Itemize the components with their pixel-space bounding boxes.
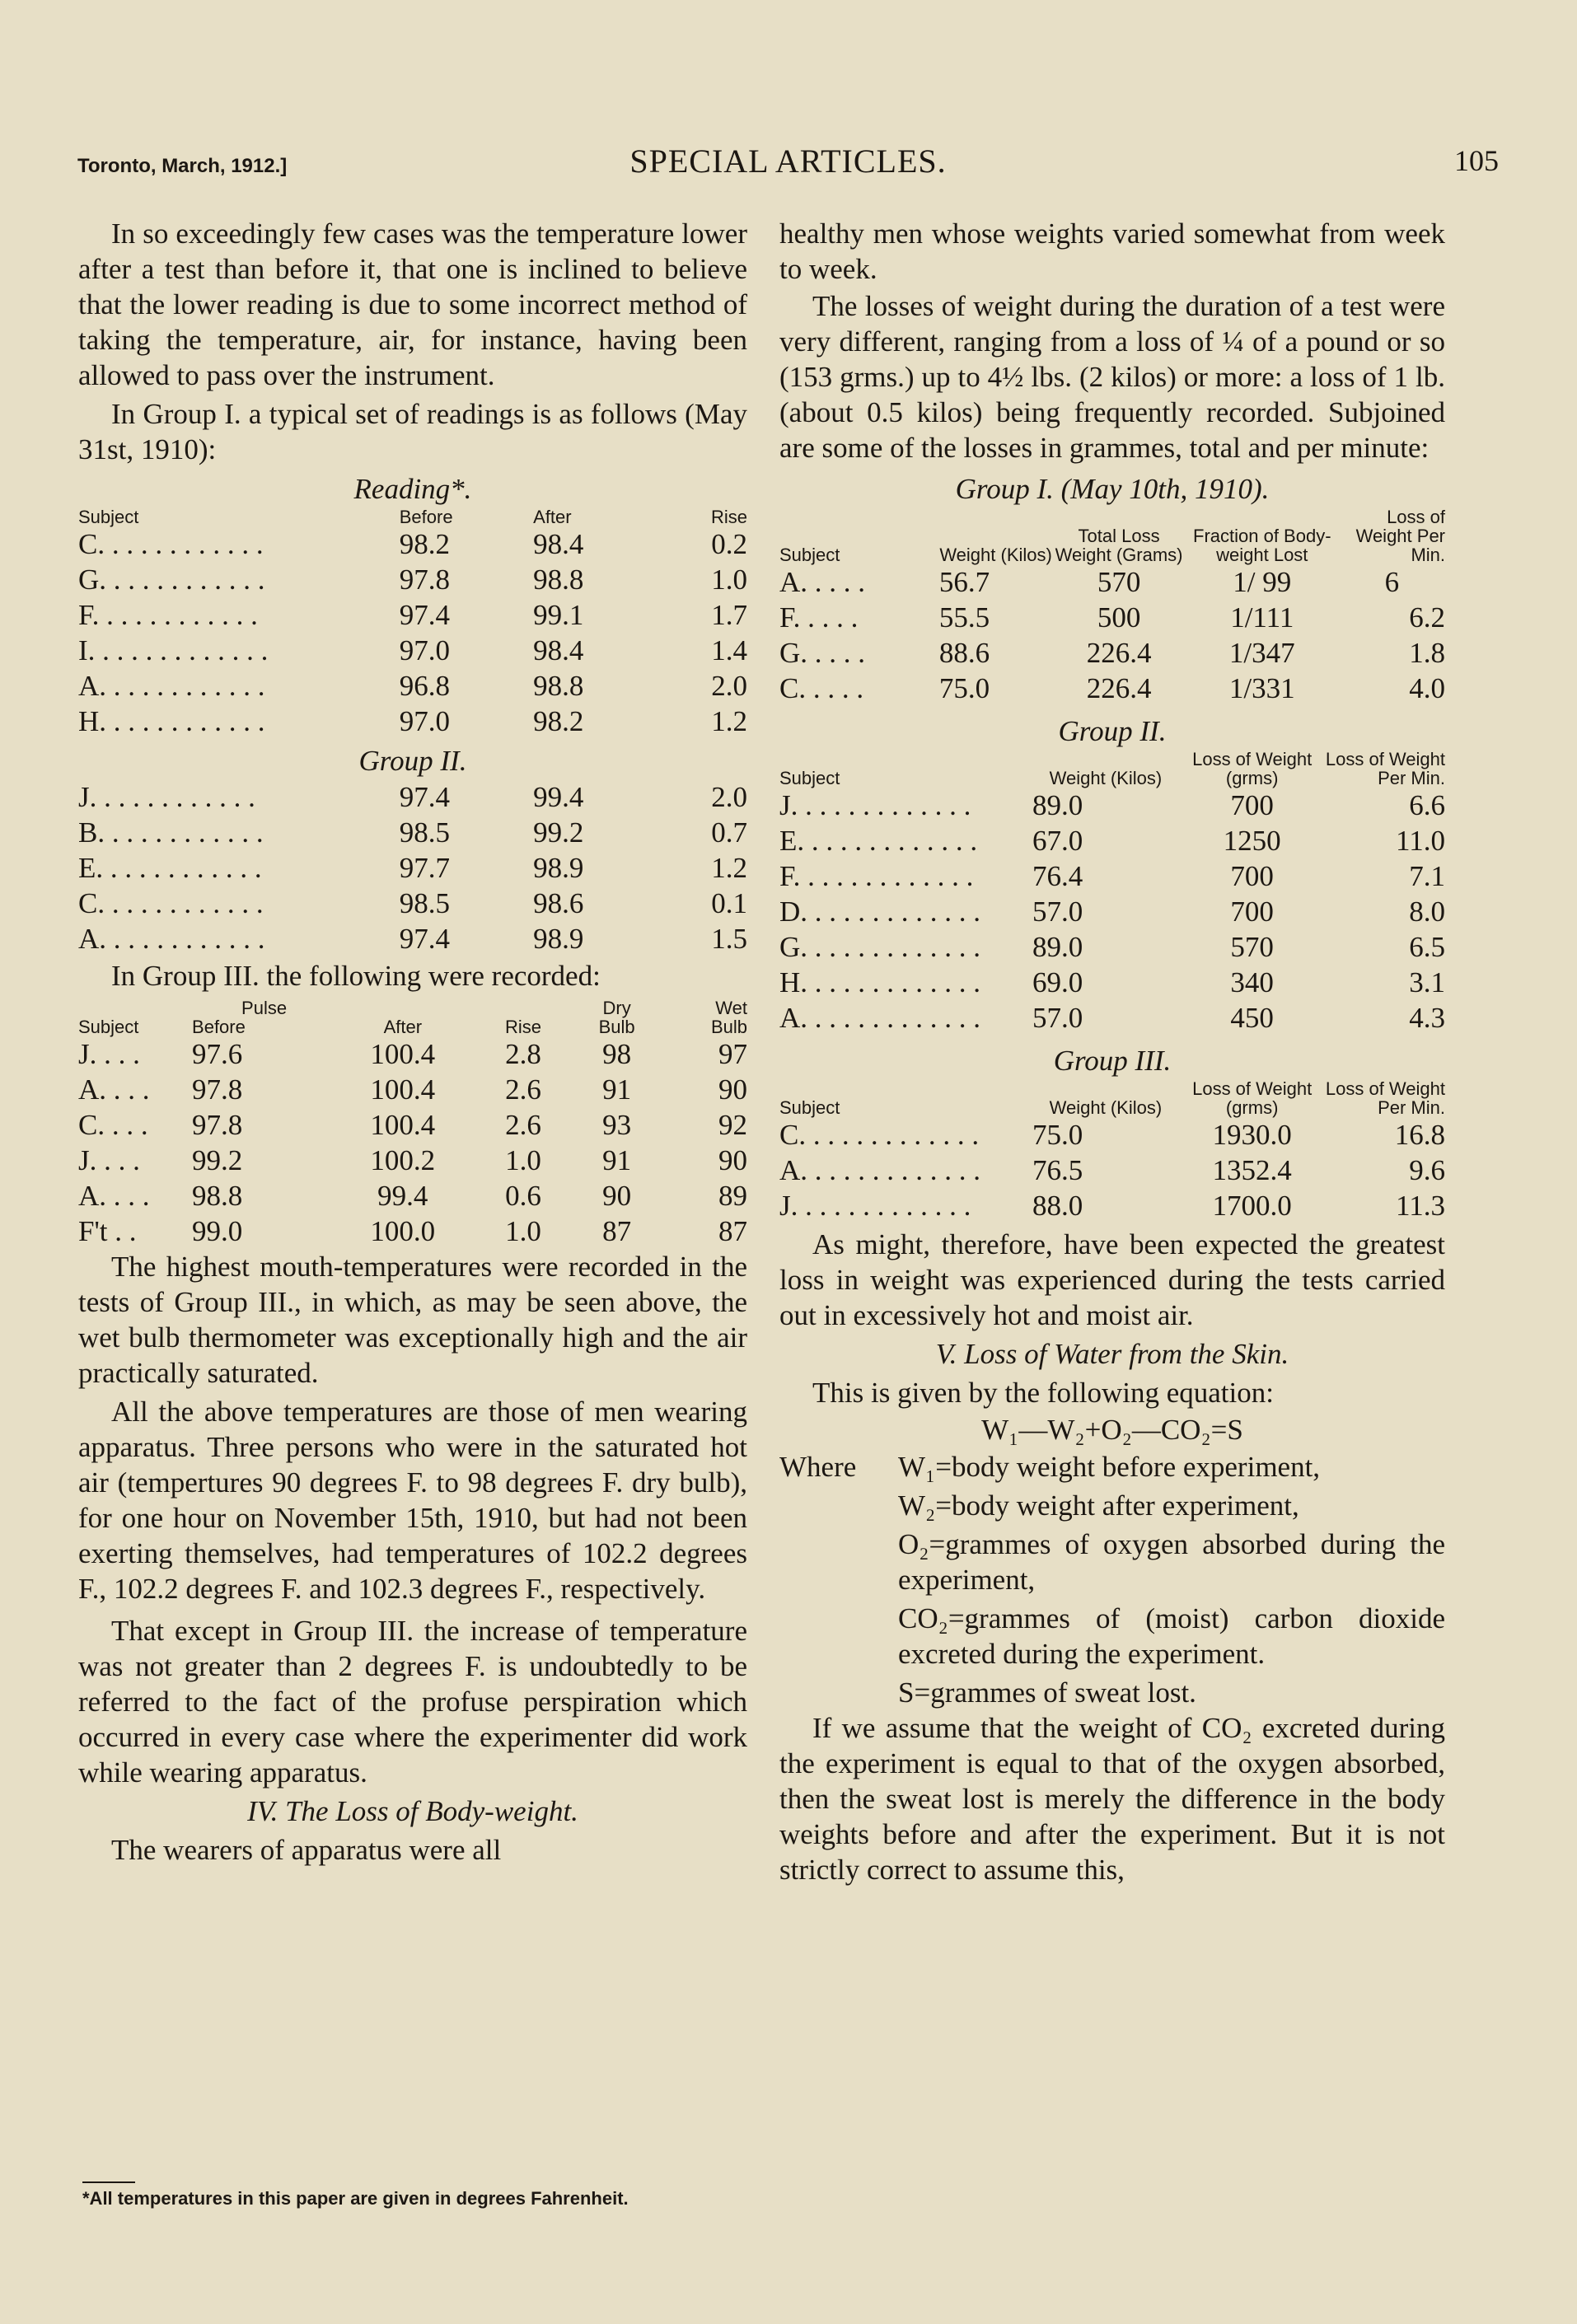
table-row (78, 886, 747, 921)
table-cell: 1.0 (505, 1144, 541, 1176)
table-title: Reading*. (353, 473, 472, 505)
table-cell: J. . . . . . . . . . . . . (779, 1190, 971, 1222)
table-row (78, 850, 747, 886)
table-row (779, 894, 1445, 929)
table-cell: A. . . . (78, 1073, 150, 1106)
table-cell: 570 (1230, 931, 1274, 963)
table-row (78, 1072, 747, 1107)
table-cell: 98.8 (192, 1180, 243, 1212)
table-cell: 100.0 (370, 1215, 436, 1247)
table-cell: 69.0 (1032, 966, 1083, 998)
table-row (78, 597, 747, 633)
paragraph: This is given by the following equation: (812, 1377, 1274, 1409)
table-cell: 91 (602, 1073, 632, 1106)
table-cell: 1/331 (1228, 672, 1295, 704)
table-cell: 88.0 (1032, 1190, 1083, 1222)
column-header: Bulb (598, 1017, 635, 1037)
table-cell: J. . . . (78, 1144, 140, 1176)
table-row (779, 1117, 1445, 1153)
table-cell: 76.5 (1032, 1154, 1083, 1186)
running-head-location: Toronto, March, 1912.] (77, 155, 288, 177)
table-row (779, 1188, 1445, 1223)
table-row (78, 526, 747, 562)
table-cell: 16.8 (1394, 1119, 1445, 1151)
table-cell: 90 (602, 1180, 632, 1212)
table-cell: 97.4 (399, 599, 450, 631)
table-row (78, 779, 747, 815)
table-cell: 9.6 (1409, 1154, 1445, 1186)
table-cell: 1/347 (1228, 637, 1295, 669)
paragraph: In Group III. the following were recorded: (111, 960, 601, 992)
table-cell: 67.0 (1032, 825, 1083, 857)
table-cell: 99.0 (192, 1215, 243, 1247)
table-cell: 98.9 (533, 923, 584, 955)
table-cell: 88.6 (938, 637, 990, 669)
table-cell: 98.5 (399, 816, 450, 849)
table-cell: 98.4 (533, 528, 584, 560)
table-cell: 91 (602, 1144, 632, 1176)
table-cell: 100.2 (370, 1144, 436, 1176)
pulse-header: Pulse (241, 998, 288, 1018)
table-cell: 75.0 (938, 672, 990, 704)
table-cell: 11.0 (1396, 825, 1445, 857)
table-cell: 450 (1230, 1002, 1274, 1034)
definition-item: O₂=grammes of oxygen absorbed during the experiment, (898, 1528, 1445, 1596)
column-header: Wet (715, 998, 747, 1018)
table-cell: 11.3 (1396, 1190, 1445, 1222)
group-one-weight-table (779, 507, 1445, 706)
table-cell: 98.8 (533, 670, 584, 702)
table-cell: 4.3 (1409, 1002, 1445, 1034)
table-cell: 0.6 (505, 1180, 541, 1212)
table-row (779, 788, 1445, 823)
table-cell: 98.4 (533, 634, 584, 666)
paragraph: That except in Group III. the increase of temperature was not greater than 2 degrees F. is undoubtedly to be referred to the fact of the profuse perspiration which occurred in every case where the experimenter did work while wearing apparatus. (78, 1615, 747, 1789)
table-cell: 2.6 (505, 1073, 541, 1106)
table-cell: 89.0 (1032, 789, 1083, 821)
table-cell: H. . . . . . . . . . . . (78, 705, 265, 737)
table-cell: 98.5 (399, 887, 450, 919)
table-cell: 2.8 (505, 1038, 541, 1070)
column-header: Subject (78, 1017, 139, 1037)
group-two-weight-table (779, 750, 1445, 1036)
definition-item: W₁=body weight before experiment, (898, 1451, 1321, 1483)
column-header: Loss of Weight (grms) (1192, 1078, 1313, 1118)
table-title: Group II. (1058, 715, 1167, 747)
table-cell: B. . . . . . . . . . . . (78, 816, 264, 849)
table-cell: 57.0 (1032, 895, 1083, 928)
paragraph: In so exceedingly few cases was the temperature lower after a test than before it, that one is inclined to believe that the lower reading is due to some incorrect method of taking the temperature, air, for instance, having been allowed to pass over the instrument. (78, 217, 747, 391)
column-header: Total Loss Weight (Grams) (1055, 526, 1183, 565)
table-cell: 87 (602, 1215, 632, 1247)
table-cell: 0.2 (711, 528, 747, 560)
table-cell: 1.8 (1409, 637, 1445, 669)
definition-item: W₂=body weight after experiment, (898, 1489, 1299, 1522)
table-row (78, 815, 747, 850)
table-cell: 97.4 (399, 923, 450, 955)
table-cell: 89 (718, 1180, 747, 1212)
column-header: After (533, 507, 572, 527)
column-header: Rise (710, 507, 747, 527)
table-cell: 99.2 (533, 816, 584, 849)
table-title: Group III. (1053, 1045, 1172, 1077)
section-heading: V. Loss of Water from the Skin. (935, 1338, 1289, 1370)
table-cell: J. . . . . . . . . . . . . (779, 789, 971, 821)
table-cell: 6.5 (1409, 931, 1445, 963)
sweat-equation: W₁—W₂+O₂—CO₂=S (981, 1414, 1243, 1446)
table-cell: 1/ 99 (1233, 566, 1292, 598)
table-row (779, 858, 1445, 894)
table-cell: 89.0 (1032, 931, 1083, 963)
column-header: Loss of Weight Per Min. (1325, 1078, 1445, 1118)
table-cell: 226.4 (1086, 672, 1152, 704)
table-cell: 98.2 (399, 528, 450, 560)
table-cell: 99.2 (192, 1144, 243, 1176)
table-cell: A. . . . . . . . . . . . . (779, 1002, 981, 1034)
group-heading: Group II. (358, 745, 467, 777)
column-header: Weight (Kilos) (939, 545, 1052, 565)
table-cell: 92 (718, 1109, 747, 1141)
table-cell: 99.4 (377, 1180, 428, 1212)
table-cell: F. . . . . . . . . . . . (78, 599, 258, 631)
table-cell: 97.0 (399, 634, 450, 666)
temperature-table (78, 507, 747, 956)
table-cell: G. . . . . . . . . . . . . (779, 931, 981, 963)
group-three-weight-table (779, 1079, 1445, 1223)
column-header: Loss of Weight (grms) (1192, 749, 1313, 788)
table-row (779, 965, 1445, 1000)
section-heading: IV. The Loss of Body-weight. (247, 1795, 578, 1827)
column-header: Weight (Kilos) (1049, 768, 1163, 788)
table-row (779, 823, 1445, 858)
table-row (78, 1178, 747, 1213)
where-label: Where (779, 1451, 857, 1483)
table-cell: 97.7 (399, 852, 450, 884)
table-cell: 98 (602, 1038, 632, 1070)
table-cell: 100.4 (370, 1073, 436, 1106)
table-title: Group I. (May 10th, 1910). (955, 473, 1270, 505)
table-cell: 55.5 (938, 601, 990, 634)
table-cell: 1.0 (505, 1215, 541, 1247)
table-row (78, 1036, 747, 1072)
table-cell: 1930.0 (1212, 1119, 1292, 1151)
table-cell: 1.5 (711, 923, 747, 955)
table-cell: 1.7 (711, 599, 747, 631)
definition-item: S=grammes of sweat lost. (898, 1676, 1196, 1709)
column-header: Rise (504, 1017, 541, 1037)
table-cell: E. . . . . . . . . . . . . (779, 825, 978, 857)
table-cell: 97.6 (192, 1038, 243, 1070)
table-cell: 3.1 (1409, 966, 1445, 998)
column-header: Loss of Weight Per Min. (1325, 749, 1445, 788)
table-cell: 98.6 (533, 887, 584, 919)
column-header: Dry (602, 998, 631, 1018)
table-row (78, 1107, 747, 1143)
table-cell: A. . . . (78, 1180, 150, 1212)
table-cell: 2.0 (711, 781, 747, 813)
table-cell: G. . . . . . . . . . . . (78, 563, 265, 596)
table-cell: 98.9 (533, 852, 584, 884)
table-header-row (779, 750, 1445, 788)
table-cell: 6 (1384, 566, 1400, 598)
column-header: Subject (779, 545, 840, 565)
footnote: *All temperatures in this paper are given in degrees Fahrenheit. (82, 2188, 629, 2209)
table-cell: 1700.0 (1212, 1190, 1292, 1222)
table-cell: C. . . . . (779, 672, 864, 704)
table-cell: 0.1 (711, 887, 747, 919)
table-row (779, 635, 1445, 671)
table-cell: A. . . . . . . . . . . . (78, 670, 265, 702)
column-header: Subject (78, 507, 139, 527)
table-cell: J. . . . . . . . . . . . (78, 781, 255, 813)
table-cell: 97 (718, 1038, 747, 1070)
table-cell: 0.7 (711, 816, 747, 849)
left-column (78, 216, 747, 1868)
table-cell: F't . . (78, 1215, 137, 1247)
table-row (779, 671, 1445, 706)
column-header: Fraction of Body-weight Lost (1193, 526, 1331, 565)
column-header: Subject (779, 1097, 840, 1118)
table-cell: 97.8 (192, 1073, 243, 1106)
page-header (77, 142, 1499, 183)
table-cell: D. . . . . . . . . . . . . (779, 895, 981, 928)
table-cell: A. . . . . . . . . . . . (78, 923, 265, 955)
table-cell: 6.6 (1409, 789, 1445, 821)
footnote-rule (82, 2181, 135, 2183)
table-row (78, 562, 747, 597)
table-cell: 6.2 (1409, 601, 1445, 634)
paragraph: All the above temperatures are those of men wearing apparatus. Three persons who were in the saturated hot air (tempertures 90 degrees F. to 98 degrees F. dry bulb), for one hour on November 15th, 1910, but had not been exerting themselves, had temperatures of 102.2 degrees F., 102.2 degrees F. and 102.3 degrees F., respectively. (78, 1396, 747, 1605)
table-cell: 2.6 (505, 1109, 541, 1141)
table-cell: 57.0 (1032, 1002, 1083, 1034)
table-cell: 8.0 (1409, 895, 1445, 928)
table-cell: 100.4 (370, 1109, 436, 1141)
table-cell: 1352.4 (1212, 1154, 1292, 1186)
table-row (78, 1143, 747, 1178)
table-cell: C. . . . . . . . . . . . . (779, 1119, 980, 1151)
table-row (779, 929, 1445, 965)
group-three-table (78, 998, 747, 1249)
table-cell: 2.0 (711, 670, 747, 702)
table-cell: 56.7 (938, 566, 990, 598)
table-cell: 1.2 (711, 705, 747, 737)
page-number: 105 (1454, 144, 1499, 177)
table-row (779, 564, 1445, 600)
equation-definitions (779, 1449, 1445, 1710)
table-row (779, 600, 1445, 635)
table-row (779, 1000, 1445, 1036)
table-row (78, 1213, 747, 1249)
table-row (78, 704, 747, 739)
table-cell: 76.4 (1032, 860, 1083, 892)
table-cell: 90 (718, 1073, 747, 1106)
column-header: Before (192, 1017, 246, 1037)
table-cell: 96.8 (399, 670, 450, 702)
table-cell: 1.2 (711, 852, 747, 884)
table-cell: 100.4 (370, 1038, 436, 1070)
table-cell: 75.0 (1032, 1119, 1083, 1151)
table-cell: G. . . . . (779, 637, 866, 669)
table-cell: 340 (1230, 966, 1274, 998)
table-cell: A. . . . . . . . . . . . . (779, 1154, 981, 1186)
paragraph: The losses of weight during the duration of a test were very different, ranging from a loss of ¼ of a pound or so (153 grms.) up to 4½ lbs. (2 kilos) or more: a loss of 1 lb. (about 0.5 kilos) being frequently recorded. Subjoined are some of the losses in grammes, total and per minute: (779, 290, 1445, 464)
paragraph: The highest mouth-temperatures were recorded in the tests of Group III., in which, as may be seen above, the wet bulb thermometer was exceptionally high and the air practically saturated. (78, 1251, 747, 1389)
table-cell: 97.8 (192, 1109, 243, 1141)
table-cell: I. . . . . . . . . . . . . (78, 634, 269, 666)
table-cell: F. . . . . . . . . . . . . (779, 860, 974, 892)
table-cell: 226.4 (1086, 637, 1152, 669)
table-cell: 570 (1097, 566, 1141, 598)
table-header-row (78, 1017, 747, 1036)
table-row (78, 633, 747, 668)
table-cell: C. . . . . . . . . . . . (78, 528, 264, 560)
table-row (779, 1153, 1445, 1188)
table-cell: 1/111 (1230, 601, 1294, 634)
column-header: Loss of Weight Per Min. (1355, 507, 1445, 565)
table-cell: 93 (602, 1109, 632, 1141)
table-cell: J. . . . (78, 1038, 140, 1070)
table-cell: 97.8 (399, 563, 450, 596)
definition-item: CO₂=grammes of (moist) carbon dioxide excreted during the experiment. (898, 1602, 1445, 1670)
table-cell: 97.0 (399, 705, 450, 737)
paragraph: The wearers of apparatus were all (111, 1834, 502, 1866)
table-cell: 1250 (1223, 825, 1281, 857)
table-cell: C. . . . . . . . . . . . (78, 887, 264, 919)
column-header: Subject (779, 768, 840, 788)
paragraph: As might, therefore, have been expected the greatest loss in weight was experienced during the tests carried out in excessively hot and moist air. (779, 1228, 1445, 1331)
table-header-row (779, 507, 1445, 564)
table-cell: H. . . . . . . . . . . . . (779, 966, 981, 998)
column-header: After (383, 1017, 423, 1037)
table-subheading-row (78, 739, 747, 779)
table-header-row (779, 1079, 1445, 1117)
paragraph: In Group I. a typical set of readings is as follows (May 31st, 1910): (78, 398, 747, 465)
table-cell: 500 (1097, 601, 1141, 634)
table-cell: 1.4 (711, 634, 747, 666)
table-cell: 99.1 (533, 599, 584, 631)
table-cell: E. . . . . . . . . . . . (78, 852, 262, 884)
table-cell: 700 (1230, 789, 1274, 821)
table-cell: 4.0 (1409, 672, 1445, 704)
column-header: Before (399, 507, 453, 527)
table-cell: 700 (1230, 895, 1274, 928)
table-row (78, 921, 747, 956)
table-cell: 700 (1230, 860, 1274, 892)
table-cell: 99.4 (533, 781, 584, 813)
table-cell: 97.4 (399, 781, 450, 813)
table-cell: F. . . . . (779, 601, 859, 634)
table-cell: 7.1 (1409, 860, 1445, 892)
table-row (78, 668, 747, 704)
paragraph: If we assume that the weight of CO₂ excreted during the experiment is equal to that of the oxygen absorbed, then the sweat lost is merely the difference in the body weights before and after the experiment. But it is not strictly correct to assume this, (779, 1712, 1445, 1886)
table-cell: C. . . . (78, 1109, 148, 1141)
table-header-row (78, 507, 747, 526)
right-column (779, 216, 1445, 1887)
definition-list (898, 1449, 1445, 1710)
table-cell: 1.0 (711, 563, 747, 596)
column-header: Weight (Kilos) (1049, 1097, 1163, 1118)
running-head-title: SPECIAL ARTICLES. (629, 143, 947, 180)
table-cell: 87 (718, 1215, 747, 1247)
table-cell: 90 (718, 1144, 747, 1176)
column-header: Bulb (710, 1017, 747, 1037)
table-cell: A. . . . . (779, 566, 866, 598)
table-cell: 98.2 (533, 705, 584, 737)
table-cell: 98.8 (533, 563, 584, 596)
paragraph: healthy men whose weights varied somewhat from week to week. (779, 217, 1445, 285)
